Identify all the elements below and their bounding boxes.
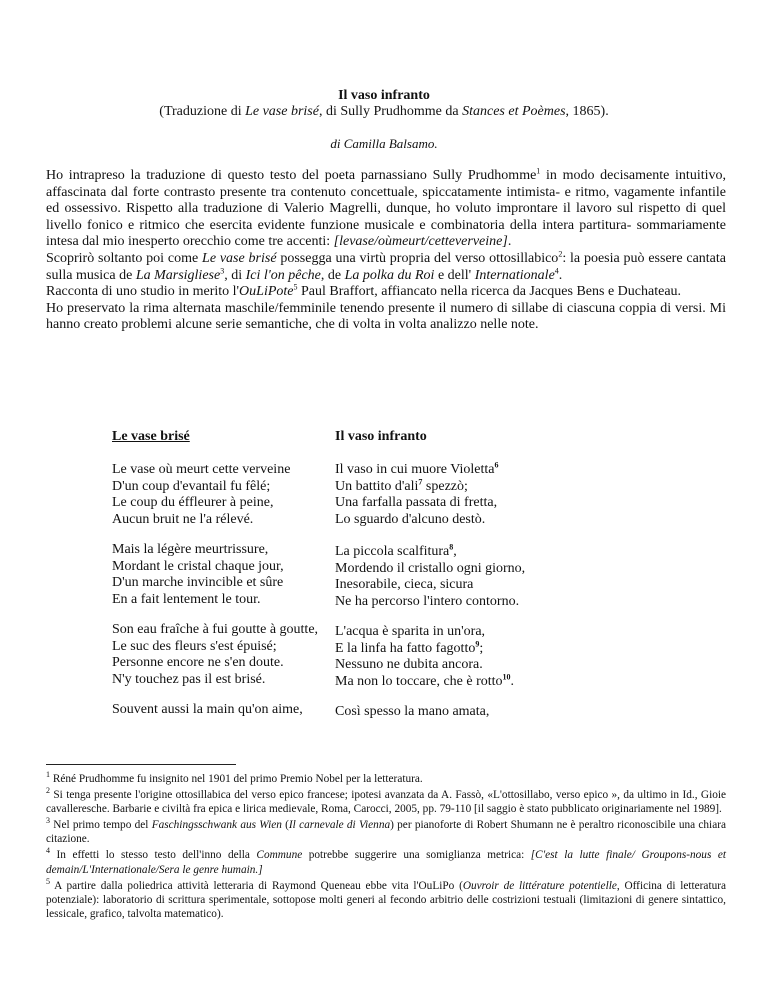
footnote-divider (46, 764, 236, 765)
poem-line: Souvent aussi la main qu'on aime, (112, 702, 303, 717)
footnote-ref-1[interactable]: 1 (536, 166, 541, 176)
intro-p1-c: . (507, 234, 512, 250)
intro-p2-f: e dell' (434, 267, 475, 283)
footnote-ref[interactable]: 10 (502, 672, 511, 682)
intro-paragraph-4: Ho preservato la rima alternata maschile/femminile tenendo presente il numero di sillabe di ciascuna coppia di versi. Mi hanno creato problemi alcune serie semantiche, che di volta in volta analizzo nelle note. (46, 300, 726, 333)
subtitle-work: Le vase brisé (245, 104, 319, 119)
footnote-4 (46, 848, 726, 876)
footnote-number: 5 (46, 876, 50, 886)
poem-line: Son eau fraîche à fui goutte à goutte, (112, 622, 319, 637)
intro-paragraph-1 (46, 168, 726, 251)
intro-p2-d: , di (224, 267, 246, 283)
poem-line: Mordant le cristal chaque jour, (112, 558, 284, 574)
poem-line: Così spesso la mano amata, (335, 704, 490, 719)
intro-p1-b: in modo decisamente intuitivo, affascinata dal forte contrasto presente tra contenuto concettuale, spiccatamente intimista- e ritmo, vagamente infantile ed ossessivo. Rispetto alla traduzione di Valerio Magrelli, dunque, ho voluto improntare il lavoro sul rispetto di quel livello fonico e ritmico che esercita evidente funzione musicale e combinatoria della intera partitura- sommariamente intesa dal mio inesperto orecchio come tre accenti: (46, 168, 726, 250)
intro-text (46, 168, 726, 334)
footnote-text: In effetti lo stesso testo dell'inno della (56, 849, 257, 862)
footnote-number: 1 (46, 770, 50, 780)
poem-line: Le coup du éffleurer à peine, (112, 495, 274, 511)
footnote-text: ) per pianoforte di Robert Shumann ne è peraltro riconoscibile una chiara citazione. (46, 819, 726, 846)
italian-stanza (335, 462, 595, 528)
poem-french-column (112, 429, 372, 717)
subtitle-mid: , di Sully Prudhomme da (318, 104, 463, 119)
page-subtitle (0, 104, 768, 120)
subtitle-source: Stances et Poèmes (462, 104, 566, 119)
footnote-1 (46, 772, 726, 786)
footnote-2 (46, 788, 726, 816)
intro-paragraph-2 (46, 251, 726, 284)
footnote-ouvroir: Ouvroir de littérature potentielle (462, 879, 617, 892)
poem-line: Una farfalla passata di fretta, (335, 495, 498, 511)
footnote-text: , Officina di letteratura potenziale): laboratorio di scrittura sperimentale, sottopose molti generi al fecondo arbitrio delle costrizioni testuali (limitazioni di genere sintattico, lessicale, grafico, talvolta matematico). (46, 879, 727, 920)
french-stanza (112, 542, 372, 608)
french-stanza (112, 702, 372, 719)
footnote-work-italian: Il carnevale di Vienna (288, 819, 391, 832)
intro-p3-b: Paul Braffort, affiancato nella ricerca da Jacques Bens e Duchateau. (297, 284, 682, 300)
poem-line: Mordendo il cristallo ogni giorno, (335, 560, 526, 576)
intro-p2-e: , de (320, 267, 345, 283)
footnote-ref-2[interactable]: 2 (558, 249, 563, 259)
footnote-text: A partire dalla poliedrica attività letteraria di Raymond Queneau ebbe vita l'OuLiPo ( (54, 879, 463, 892)
poem-line: En a fait lentement le tour. (112, 591, 261, 607)
footnote-text: Réné Prudhomme fu insignito nel 1901 del primo Premio Nobel per la letteratura. (52, 773, 423, 785)
poem-line: Lo sguardo d'alcuno destò. (335, 511, 486, 527)
footnote-text: potrebbe suggerire una somiglianza metrica: (302, 849, 531, 862)
italian-stanza (335, 544, 595, 610)
footnote-ref-4[interactable]: 4 (554, 265, 559, 275)
footnotes (46, 772, 726, 923)
footnote-number: 3 (46, 816, 50, 826)
page-title: Il vaso infranto (338, 88, 430, 103)
french-stanza (112, 462, 372, 528)
footnote-3 (46, 818, 726, 846)
subtitle-prefix: (Traduzione di (159, 104, 246, 119)
poem-line: Mais la légère meurtrissure, (112, 542, 269, 557)
subtitle-suffix: , 1865). (565, 104, 609, 119)
intro-music-2: Ici l'on pêche (245, 267, 321, 283)
poem-line: N'y touchez pas il est brisé. (112, 671, 266, 687)
intro-p3-a: Racconta di uno studio in merito l' (46, 284, 240, 300)
poem-line: La piccola scalfitura$^8$, (335, 542, 457, 559)
footnote-ref[interactable]: 7 (418, 476, 423, 486)
footnote-number: 4 (46, 846, 50, 856)
french-poem-title: Le vase brisé (112, 429, 190, 444)
poem-line: Le suc des fleurs s'est épuisé; (112, 638, 277, 654)
footnote-ref[interactable]: 9 (475, 638, 480, 648)
poem-line: D'un marche invincible et sûre (112, 575, 284, 591)
footnote-text: Nel primo tempo del (53, 819, 152, 832)
footnote-work-title: Faschingsschwank aus Wien (151, 819, 282, 832)
intro-paragraph-3 (46, 284, 726, 301)
poem-line: Ma non lo toccare, che è rotto$^{10}$. (335, 672, 515, 689)
poem-line: Un battito d'ali$^7$ spezzò; (335, 476, 468, 494)
intro-p2-b: possegga una virtù propria del verso ottosillabico (276, 250, 559, 266)
footnote-ref[interactable]: 6 (494, 460, 499, 470)
italian-stanza (335, 704, 595, 721)
poem-italian-column (335, 429, 595, 719)
italian-stanza (335, 624, 595, 690)
french-stanza (112, 622, 372, 688)
intro-music-4: Internationale (474, 267, 555, 283)
footnote-5 (46, 876, 727, 921)
poem-line: L'acqua è sparita in un'ora, (335, 624, 486, 639)
intro-p1-a: Ho intrapreso la traduzione di questo testo del poeta parnassiano Sully Prudhomme (46, 168, 537, 183)
intro-p2-work: Le vase brisé (202, 250, 277, 266)
poem-line: Ne ha percorso l'intero contorno. (335, 593, 520, 609)
intro-p2-g: . (558, 267, 563, 283)
poem-line: D'un coup d'evantail fu fêlé; (112, 478, 271, 494)
poem-line: Aucun bruit ne l'a rélevé. (112, 511, 254, 527)
footnote-quote: [C'est la lutte finale/ Groupons-nous et demain/L'Internationale/Sera le genre humain.] (46, 849, 727, 876)
poem-line: E la linfa ha fatto fagotto$^9$; (335, 638, 484, 656)
author-line: di Camilla Balsamo. (330, 136, 438, 151)
footnote-number: 2 (46, 786, 50, 796)
intro-p2-a: Scoprirò soltanto poi come (46, 250, 203, 266)
footnote-ref[interactable]: 8 (449, 542, 454, 552)
footnote-ref-3[interactable]: 3 (220, 265, 225, 275)
footnote-text: Si tenga presente l'origine ottosillabica del verso epico francese; ipotesi avanzata da A. Fassò, «L'ottosillabo, verso epico », da ultimo in Id., Gioie cavalleresche. Barbarie e civiltà fra epica e lirica medievale, Roma, Carocci, 2005, pp. 79-110 [il saggio è stato pubblicato originariamente nel 1989]. (46, 789, 727, 816)
poem-line: Inesorabile, cieca, sicura (335, 577, 474, 593)
italian-poem-title: Il vaso infranto (335, 429, 427, 444)
footnote-text: ( (281, 819, 289, 832)
intro-music-3: La polka du Roi (344, 267, 435, 283)
intro-accents: [levase/oùmeurt/cetteverveine] (333, 234, 508, 250)
poem-line: Nessuno ne dubita ancora. (335, 657, 483, 673)
intro-p2-c: : la poesia può essere cantata sulla musica de (46, 250, 726, 283)
poem-line: Il vaso in cui muore Violetta$^6$ (335, 460, 499, 477)
poem-line: Le vase où meurt cette verveine (112, 462, 291, 477)
intro-music-1: La Marsigliese (135, 267, 221, 283)
poem-line: Personne encore ne s'en doute. (112, 655, 284, 671)
intro-oulipote: OuLiPote (239, 284, 294, 300)
footnote-ref-5[interactable]: 5 (293, 282, 298, 292)
footnote-commune: Commune (256, 849, 303, 862)
